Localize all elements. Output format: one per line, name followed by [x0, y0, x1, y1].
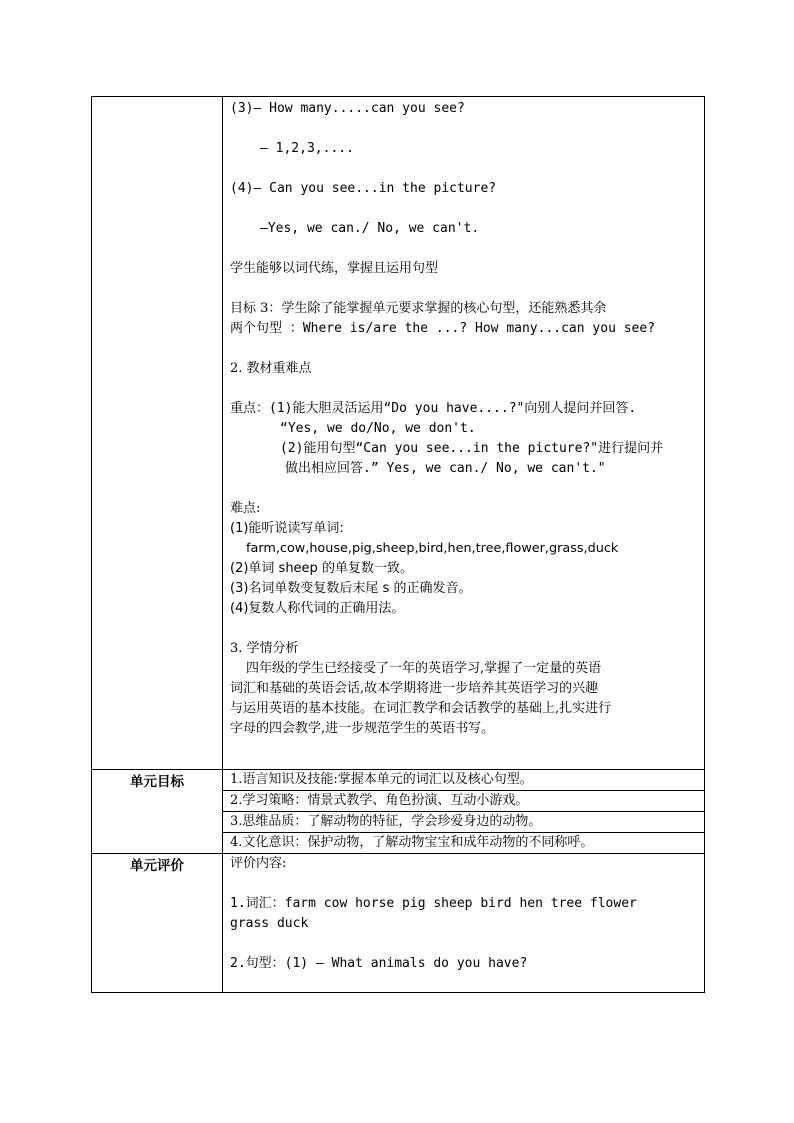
difficulty-1: (1)能听说读写单词: [230, 521, 344, 536]
learner-analysis-line-3: 与运用英语的基本技能。在词汇教学和会话教学的基础上,扎实进行 [230, 701, 612, 716]
evaluation-vocab-line-1: 1.词汇：farm cow horse pig sheep bird hen tree flower [230, 896, 637, 911]
key-point-2: (2)能用句型“Can you see...in the picture?"进行提问并 [280, 441, 664, 456]
content-row [92, 97, 705, 770]
key-point-1-answer: “Yes, we do/No, we don't. [280, 421, 476, 436]
learner-analysis-line-1: 四年级的学生已经接受了一年的英语学习,掌握了一定量的英语 [246, 661, 602, 676]
pattern-4-answer: —Yes, we can./ No, we can't. [260, 221, 480, 236]
learner-analysis-heading: 3. 学情分析 [230, 641, 299, 656]
goal-3-line-1: 目标 3：学生除了能掌握单元要求掌握的核心句型，还能熟悉其余 [230, 301, 607, 316]
learner-analysis-line-2: 词汇和基础的英语会话,故本学期将进一步培养其英语学习的兴趣 [230, 681, 599, 696]
pattern-3-question: (3)— How many.....can you see? [230, 101, 465, 116]
unit-goal-row [92, 770, 705, 791]
pattern-4-question: (4)— Can you see...in the picture? [230, 181, 497, 196]
evaluation-vocab-line-2: grass duck [230, 916, 309, 931]
empty-label-cell [92, 97, 223, 770]
unit-evaluation-row [92, 854, 705, 993]
learner-analysis-line-4: 字母的四会教学,进一步规范学生的英语书写。 [230, 721, 495, 736]
difficulty-words: farm,cow,house,pig,sheep,bird,hen,tree,flower,grass,duck [246, 541, 619, 556]
key-point-1: 重点：(1)能大胆灵活运用“Do you have....?"向别人提问并回答. [230, 401, 637, 416]
content-cell [223, 97, 705, 770]
difficulty-2: (2)单词 sheep 的单复数一致。 [230, 561, 413, 576]
key-point-2-answer: 做出相应回答.” Yes, we can./ No, we can't." [285, 461, 606, 476]
lesson-plan-table [91, 96, 705, 993]
key-points-heading: 2. 教材重难点 [230, 361, 312, 376]
difficulty-4: (4)复数人称代词的正确用法。 [230, 601, 405, 616]
pattern-3-answer: — 1,2,3,.... [260, 141, 354, 156]
unit-goal-2: 2.学习策略：情景式教学、角色扮演、互动小游戏。 [223, 791, 705, 812]
goal-3-line-2: 两个句型 ：Where is/are the ...? How many...can you see? [230, 321, 656, 336]
unit-goal-3: 3.思维品质：了解动物的特征，学会珍爱身边的动物。 [223, 812, 705, 833]
unit-goals-label: 单元目标 [92, 770, 223, 854]
evaluation-pattern-line: 2.句型：(1) — What animals do you have? [230, 956, 528, 971]
substitution-note: 学生能够以词代练，掌握且运用句型 [230, 261, 439, 276]
difficulties-heading: 难点: [230, 501, 261, 516]
unit-evaluation-cell [223, 854, 705, 993]
unit-goal-1: 1.语言知识及技能:掌握本单元的词汇以及核心句型。 [223, 770, 705, 791]
unit-evaluation-label: 单元评价 [92, 854, 223, 993]
unit-goal-4: 4.文化意识：保护动物，了解动物宝宝和成年动物的不同称呼。 [223, 833, 705, 854]
evaluation-content-heading: 评价内容: [230, 856, 287, 871]
difficulty-3: (3)名词单数变复数后末尾 s 的正确发音。 [230, 581, 472, 596]
